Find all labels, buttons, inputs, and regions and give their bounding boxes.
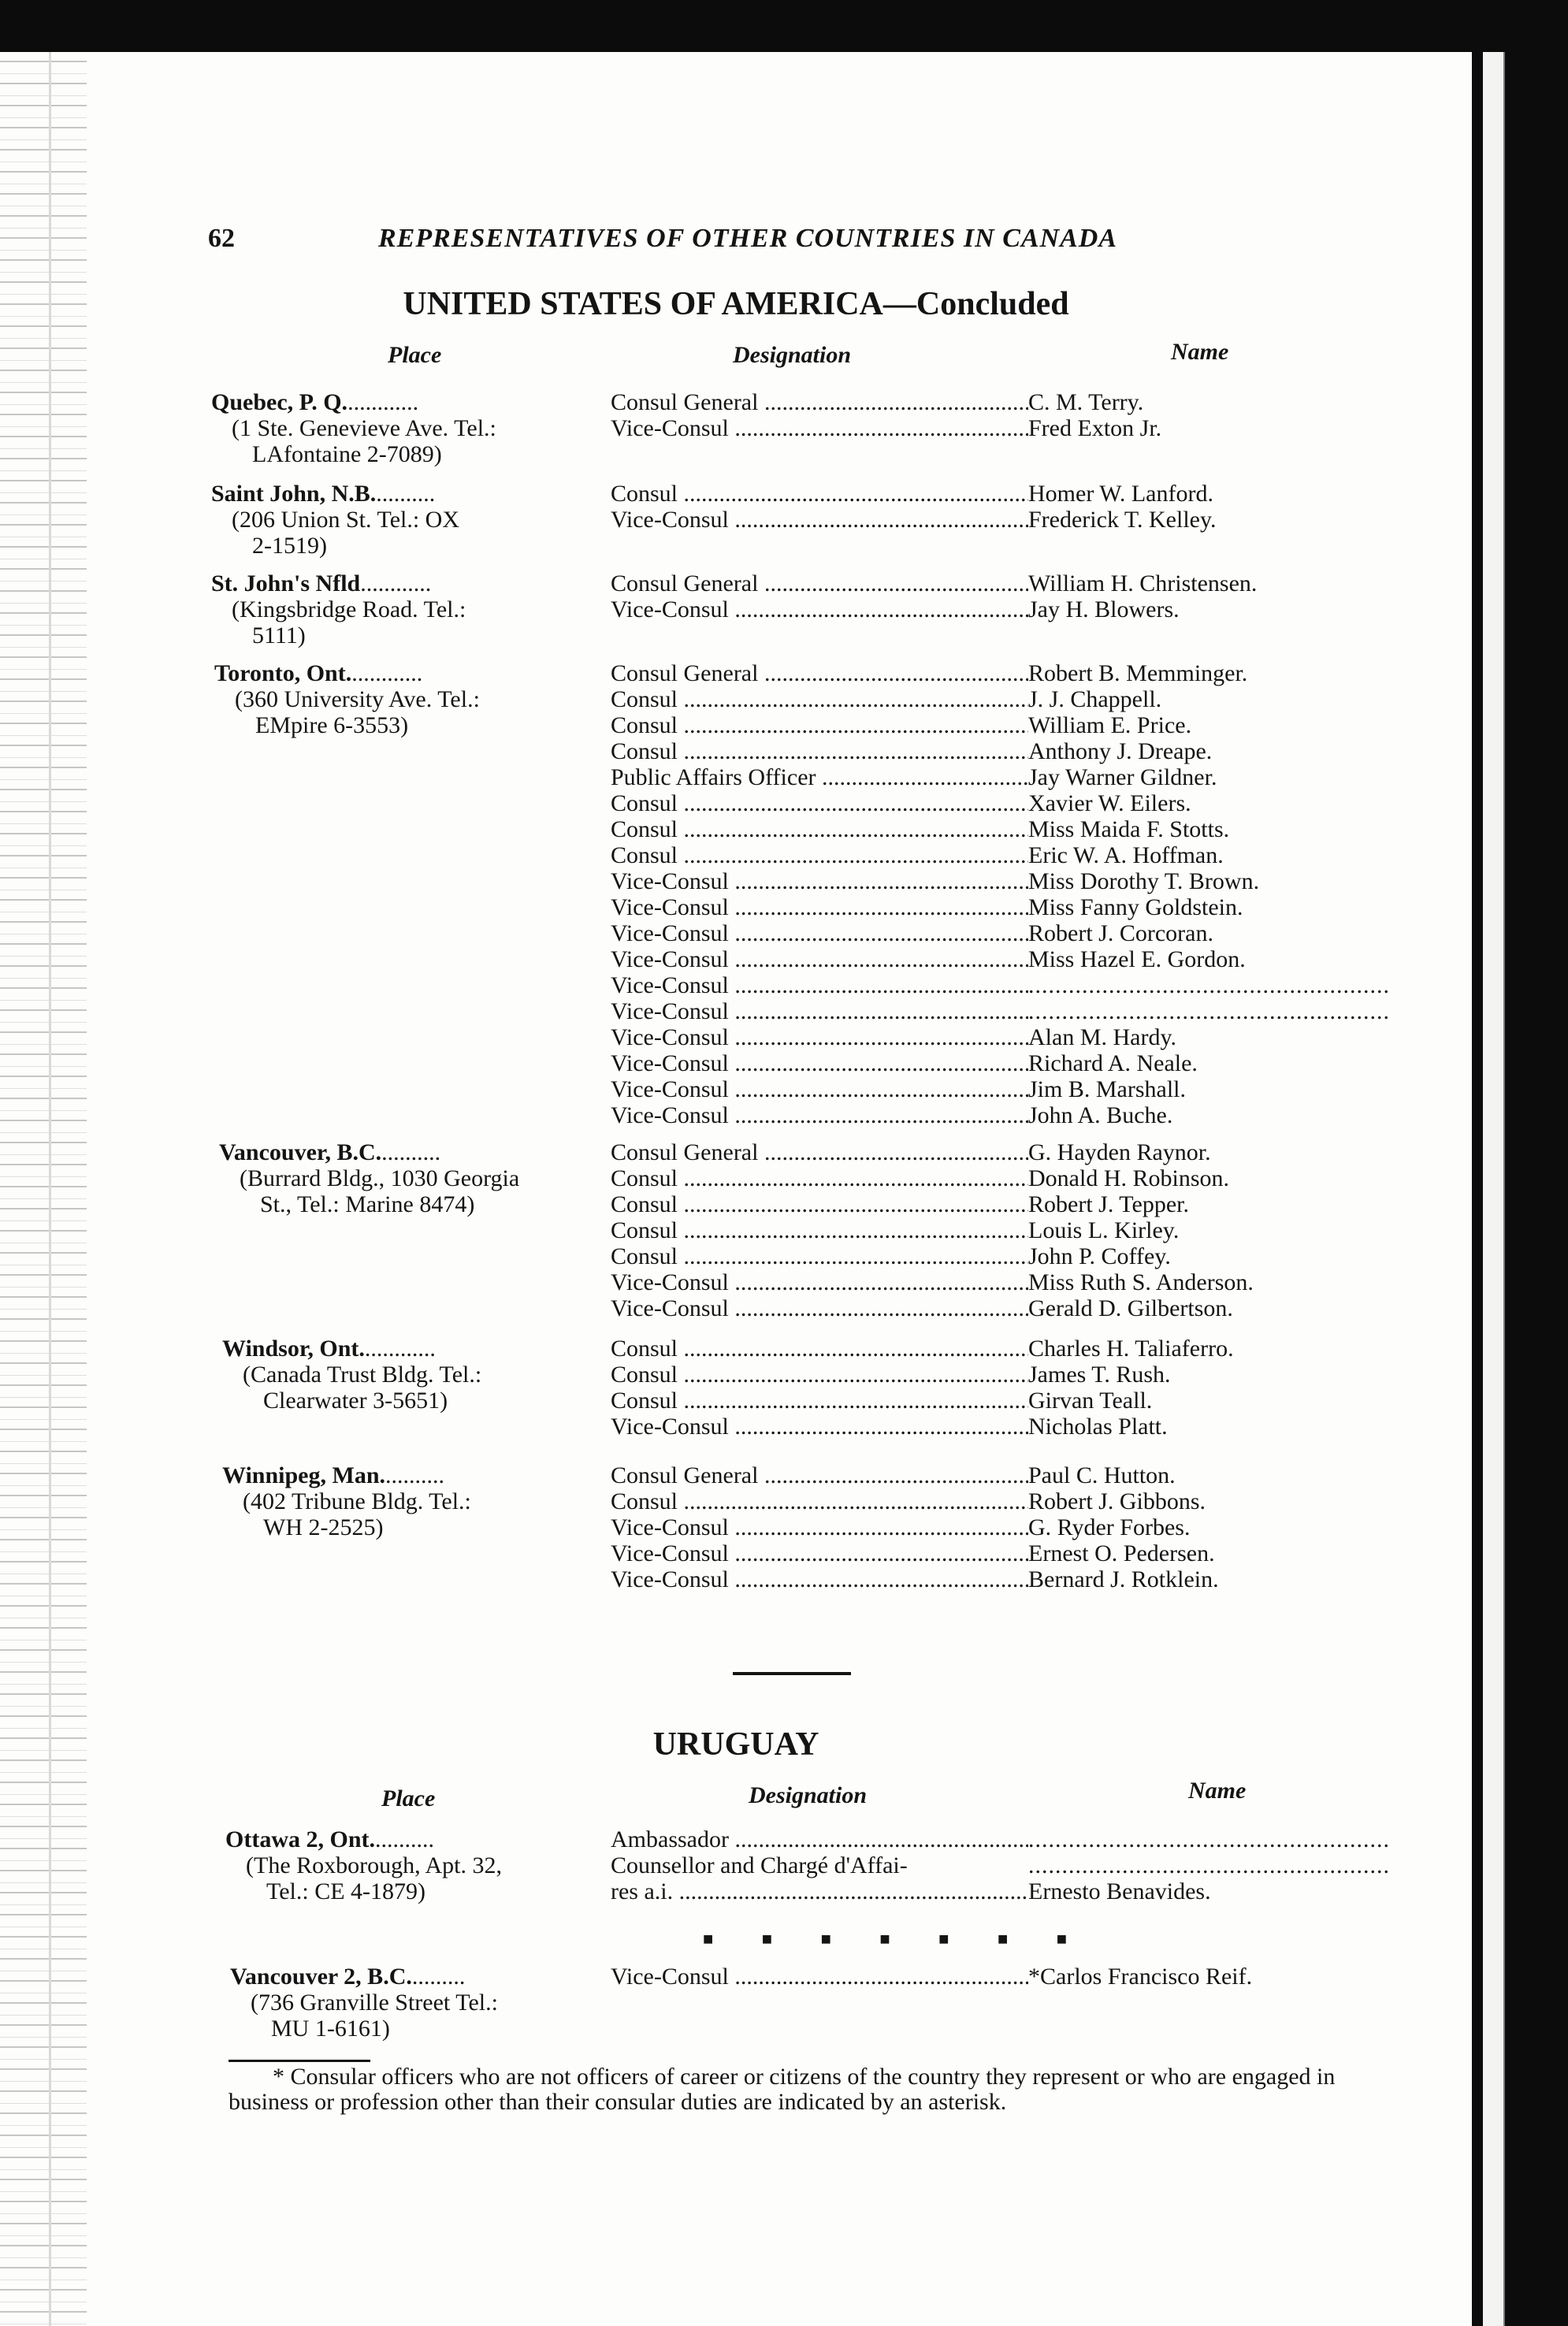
designation-text: Consul General	[611, 1462, 759, 1488]
officer-name: G. Ryder Forbes.	[1028, 1514, 1191, 1540]
designation	[611, 507, 1028, 533]
place-name: Windsor, Ont.	[222, 1336, 365, 1362]
officer-name: Miss Hazel E. Gordon.	[1028, 946, 1246, 972]
address-line: WH 2-2525)	[263, 1514, 384, 1540]
designation	[611, 481, 1028, 507]
officer-name: Miss Maida F. Stotts.	[1028, 816, 1230, 842]
designation-text: Consul	[611, 1388, 678, 1414]
address-line: Tel.: CE 4-1879)	[266, 1878, 426, 1904]
post-row	[611, 1462, 1399, 1488]
post-row	[611, 1826, 1399, 1852]
country-heading-usa: UNITED STATES OF AMERICA—Concluded	[403, 286, 1069, 322]
designation	[611, 842, 1028, 868]
officer-name: Robert J. Corcoran.	[1028, 920, 1213, 946]
designation	[611, 1165, 1028, 1191]
officer-name: Eric W. A. Hoffman.	[1028, 842, 1224, 868]
post-row	[611, 1269, 1399, 1295]
post-row	[611, 1852, 1399, 1878]
post-row	[611, 894, 1399, 920]
posts-list	[611, 1336, 1399, 1440]
post-row	[611, 596, 1399, 622]
officer-name: Louis L. Kirley.	[1028, 1217, 1180, 1243]
officer-name: Gerald D. Gilbertson.	[1028, 1295, 1233, 1321]
designation	[611, 894, 1028, 920]
footnote: * Consular officers who are not officers of career or citizens of the country they represent or who are engaged in business or profession other than their consular duties are indicated by an asterisk.	[229, 2064, 1336, 2115]
officer-name: Miss Fanny Goldstein.	[1028, 894, 1243, 920]
officer-name: Robert J. Gibbons.	[1028, 1488, 1206, 1514]
address-line: (360 University Ave. Tel.:	[235, 686, 480, 712]
officer-name: Xavier W. Eilers.	[1028, 790, 1191, 816]
designation-text: Vice-Consul	[611, 868, 729, 894]
post-row	[611, 920, 1399, 946]
designation-text: Vice-Consul	[611, 1076, 729, 1102]
designation	[611, 596, 1028, 622]
post-row	[611, 660, 1399, 686]
designation	[611, 1414, 1028, 1440]
scan-right-binding	[1472, 52, 1568, 2326]
post-row	[611, 507, 1399, 533]
officer-name: Jay Warner Gildner.	[1028, 764, 1217, 790]
officer-name: *Carlos Francisco Reif.	[1028, 1964, 1253, 1990]
column-header-place: Place	[381, 1785, 436, 1811]
designation	[611, 1852, 1028, 1878]
designation	[611, 1514, 1028, 1540]
designation	[611, 415, 1028, 441]
leader-dots: .........	[411, 1964, 466, 1990]
officer-name: Paul C. Hutton.	[1028, 1462, 1176, 1488]
designation	[611, 1362, 1028, 1388]
officer-name: John P. Coffey.	[1028, 1243, 1171, 1269]
post-row	[611, 712, 1399, 738]
designation-text: Vice-Consul	[611, 1566, 729, 1592]
designation-text: Consul	[611, 790, 678, 816]
footnote-rule	[229, 2060, 370, 2062]
designation-text: Consul	[611, 1336, 678, 1362]
designation-text: Consul General	[611, 389, 759, 415]
designation-text: Vice-Consul	[611, 946, 729, 972]
post-row	[611, 1488, 1399, 1514]
address-line: (736 Granville Street Tel.:	[251, 1990, 498, 2016]
post-row	[611, 1024, 1399, 1050]
post-row	[611, 1566, 1399, 1592]
column-header-name: Name	[1188, 1778, 1247, 1804]
post-row	[611, 1139, 1399, 1165]
column-header-designation: Designation	[749, 1782, 868, 1808]
posts-list	[611, 389, 1399, 441]
post-row	[611, 1243, 1399, 1269]
separator-marks: ■ ■ ■ ■ ■ ■ ■	[703, 1929, 1090, 1949]
officer-name: Homer W. Lanford.	[1028, 481, 1213, 507]
officer-name: Anthony J. Dreape.	[1028, 738, 1213, 764]
officer-name: Donald H. Robinson.	[1028, 1165, 1229, 1191]
officer-name: Ernesto Benavides.	[1028, 1878, 1211, 1904]
designation-text: Counsellor and Chargé d'Affai-	[611, 1852, 908, 1878]
post-row	[611, 738, 1399, 764]
place-name: Quebec, P. Q.	[211, 389, 348, 415]
address-line: (206 Union St. Tel.: OX	[232, 507, 460, 533]
place-cell	[222, 1336, 593, 1414]
designation-text: Vice-Consul	[611, 1964, 729, 1990]
officer-name	[1028, 972, 1391, 998]
post-row	[611, 1514, 1399, 1540]
officer-name: Robert J. Tepper.	[1028, 1191, 1189, 1217]
post-row	[611, 972, 1399, 998]
officer-name: Bernard J. Rotklein.	[1028, 1566, 1219, 1592]
address-line: LAfontaine 2-7089)	[252, 441, 442, 467]
posts-list	[611, 1462, 1399, 1592]
post-row	[611, 764, 1399, 790]
officer-name	[1028, 998, 1391, 1024]
designation-text: Consul	[611, 738, 678, 764]
designation	[611, 816, 1028, 842]
officer-name: Girvan Teall.	[1028, 1388, 1153, 1414]
section-divider	[733, 1672, 851, 1675]
designation-text: Consul General	[611, 660, 759, 686]
designation	[611, 1295, 1028, 1321]
posts-list	[611, 1964, 1399, 1990]
designation-text: Vice-Consul	[611, 1269, 729, 1295]
place-name: Toronto, Ont.	[214, 660, 352, 686]
post-row	[611, 1191, 1399, 1217]
designation-text: Consul	[611, 1217, 678, 1243]
address-line: (Kingsbridge Road. Tel.:	[232, 596, 466, 622]
place-name: Saint John, N.B.	[211, 481, 377, 507]
designation	[611, 1269, 1028, 1295]
officer-name: Alan M. Hardy.	[1028, 1024, 1177, 1050]
post-row	[611, 686, 1399, 712]
place-name: Vancouver 2, B.C.	[230, 1964, 412, 1990]
address-line: St., Tel.: Marine 8474)	[260, 1191, 475, 1217]
officer-name: James T. Rush.	[1028, 1362, 1171, 1388]
designation-text: Vice-Consul	[611, 1024, 729, 1050]
designation	[611, 868, 1028, 894]
designation	[611, 1217, 1028, 1243]
officer-name: Nicholas Platt.	[1028, 1414, 1168, 1440]
designation	[611, 1540, 1028, 1566]
leader-dots: ............	[364, 1336, 436, 1362]
posts-list	[611, 660, 1399, 1128]
officer-name: Miss Ruth S. Anderson.	[1028, 1269, 1254, 1295]
designation-text: Consul General	[611, 1139, 759, 1165]
officer-name: Charles H. Taliaferro.	[1028, 1336, 1234, 1362]
designation	[611, 1826, 1028, 1852]
place-cell	[214, 660, 585, 738]
place-cell	[230, 1964, 600, 2042]
designation-text: Consul	[611, 816, 678, 842]
address-line: 2-1519)	[252, 533, 327, 559]
running-head: REPRESENTATIVES OF OTHER COUNTRIES IN CANADA	[378, 224, 1118, 253]
address-line: (1 Ste. Genevieve Ave. Tel.:	[232, 415, 496, 441]
post-row	[611, 1336, 1399, 1362]
post-row	[611, 1076, 1399, 1102]
post-row	[611, 1165, 1399, 1191]
post-row	[611, 1414, 1399, 1440]
address-line: 5111)	[252, 622, 306, 648]
page-number: 62	[208, 224, 235, 253]
posts-list	[611, 570, 1399, 622]
designation	[611, 570, 1028, 596]
designation	[611, 920, 1028, 946]
designation-text: Vice-Consul	[611, 1414, 729, 1440]
designation-text: Vice-Consul	[611, 507, 729, 533]
designation-text: Consul	[611, 686, 678, 712]
officer-name: Fred Exton Jr.	[1028, 415, 1162, 441]
designation-text: Vice-Consul	[611, 1295, 729, 1321]
column-header-designation: Designation	[733, 342, 852, 368]
column-header-place: Place	[388, 342, 442, 368]
post-row	[611, 1878, 1399, 1904]
address-line: EMpire 6-3553)	[255, 712, 409, 738]
designation-text: res a.i.	[611, 1878, 674, 1904]
place-cell	[211, 389, 581, 467]
place-name: Winnipeg, Man.	[222, 1462, 385, 1488]
address-line: (Canada Trust Bldg. Tel.:	[243, 1362, 482, 1388]
designation	[611, 1336, 1028, 1362]
designation	[611, 790, 1028, 816]
designation	[611, 1388, 1028, 1414]
address-line: (402 Tribune Bldg. Tel.:	[243, 1488, 471, 1514]
designation-text: Consul	[611, 1243, 678, 1269]
designation	[611, 764, 1028, 790]
designation-text: Consul General	[611, 570, 759, 596]
place-cell	[211, 481, 581, 559]
post-row	[611, 842, 1399, 868]
designation	[611, 946, 1028, 972]
post-row	[611, 1362, 1399, 1388]
designation	[611, 1243, 1028, 1269]
designation-text: Consul	[611, 1488, 678, 1514]
officer-name: Miss Dorothy T. Brown.	[1028, 868, 1260, 894]
designation	[611, 1050, 1028, 1076]
column-header-name: Name	[1171, 339, 1229, 365]
leader-dots: ............	[360, 570, 432, 596]
officer-name: Ernest O. Pedersen.	[1028, 1540, 1215, 1566]
place-name: St. John's Nfld	[211, 570, 361, 596]
officer-name: Jim B. Marshall.	[1028, 1076, 1186, 1102]
designation-text: Vice-Consul	[611, 1514, 729, 1540]
designation	[611, 686, 1028, 712]
designation	[611, 1102, 1028, 1128]
designation-text: Vice-Consul	[611, 596, 729, 622]
officer-name: Jay H. Blowers.	[1028, 596, 1180, 622]
posts-list	[611, 1139, 1399, 1321]
officer-name	[1028, 1852, 1391, 1878]
designation	[611, 1139, 1028, 1165]
designation-text: Consul	[611, 712, 678, 738]
designation	[611, 1191, 1028, 1217]
leader-dots: ..........	[381, 1139, 441, 1165]
designation-text: Vice-Consul	[611, 1102, 729, 1128]
post-row	[611, 570, 1399, 596]
designation	[611, 712, 1028, 738]
posts-list	[611, 481, 1399, 533]
designation	[611, 1462, 1028, 1488]
officer-name: William E. Price.	[1028, 712, 1192, 738]
designation-text: Public Affairs Officer	[611, 764, 816, 790]
post-row	[611, 481, 1399, 507]
designation-text: Ambassador	[611, 1826, 729, 1852]
post-row	[611, 998, 1399, 1024]
address-line: (The Roxborough, Apt. 32,	[246, 1852, 502, 1878]
address-line: (Burrard Bldg., 1030 Georgia	[240, 1165, 520, 1191]
posts-list	[611, 1826, 1399, 1904]
place-cell	[225, 1826, 596, 1904]
officer-name: Richard A. Neale.	[1028, 1050, 1198, 1076]
designation	[611, 998, 1028, 1024]
designation	[611, 1024, 1028, 1050]
designation-text: Vice-Consul	[611, 1540, 729, 1566]
designation	[611, 1964, 1028, 1990]
designation	[611, 1566, 1028, 1592]
post-row	[611, 816, 1399, 842]
officer-name: Robert B. Memminger.	[1028, 660, 1248, 686]
place-name: Ottawa 2, Ont.	[225, 1826, 375, 1852]
leader-dots: ............	[351, 660, 423, 686]
designation-text: Vice-Consul	[611, 415, 729, 441]
leader-dots: ..........	[385, 1462, 444, 1488]
post-row	[611, 389, 1399, 415]
designation	[611, 972, 1028, 998]
leader-dots: ..........	[375, 1826, 434, 1852]
address-line: Clearwater 3-5651)	[263, 1388, 448, 1414]
officer-name: Frederick T. Kelley.	[1028, 507, 1217, 533]
place-cell	[211, 570, 581, 648]
designation	[611, 1488, 1028, 1514]
designation-text: Vice-Consul	[611, 1050, 729, 1076]
designation-text: Consul	[611, 842, 678, 868]
post-row	[611, 1050, 1399, 1076]
officer-name: G. Hayden Raynor.	[1028, 1139, 1211, 1165]
designation-text: Consul	[611, 1165, 678, 1191]
country-heading-uruguay: URUGUAY	[652, 1726, 819, 1763]
place-cell	[219, 1139, 589, 1217]
officer-name: J. J. Chappell.	[1028, 686, 1162, 712]
officer-name	[1028, 1826, 1391, 1852]
post-row	[611, 1540, 1399, 1566]
post-row	[611, 1295, 1399, 1321]
designation	[611, 1076, 1028, 1102]
designation-text: Consul	[611, 481, 678, 507]
designation	[611, 1878, 1028, 1904]
designation-text: Vice-Consul	[611, 998, 729, 1024]
designation-text: Vice-Consul	[611, 894, 729, 920]
designation-text: Consul	[611, 1362, 678, 1388]
designation-text: Vice-Consul	[611, 972, 729, 998]
post-row	[611, 1388, 1399, 1414]
place-name: Vancouver, B.C.	[219, 1139, 382, 1165]
officer-name: C. M. Terry.	[1028, 389, 1144, 415]
designation-text: Vice-Consul	[611, 920, 729, 946]
post-row	[611, 1102, 1399, 1128]
post-row	[611, 790, 1399, 816]
leader-dots: ............	[347, 389, 419, 415]
place-cell	[222, 1462, 593, 1540]
officer-name: William H. Christensen.	[1028, 570, 1258, 596]
post-row	[611, 415, 1399, 441]
designation	[611, 660, 1028, 686]
officer-name: John A. Buche.	[1028, 1102, 1173, 1128]
address-line: MU 1-6161)	[271, 2016, 390, 2042]
designation	[611, 738, 1028, 764]
post-row	[611, 1217, 1399, 1243]
post-row	[611, 946, 1399, 972]
post-row	[611, 868, 1399, 894]
leader-dots: ..........	[376, 481, 436, 507]
designation-text: Consul	[611, 1191, 678, 1217]
designation	[611, 389, 1028, 415]
post-row	[611, 1964, 1399, 1990]
